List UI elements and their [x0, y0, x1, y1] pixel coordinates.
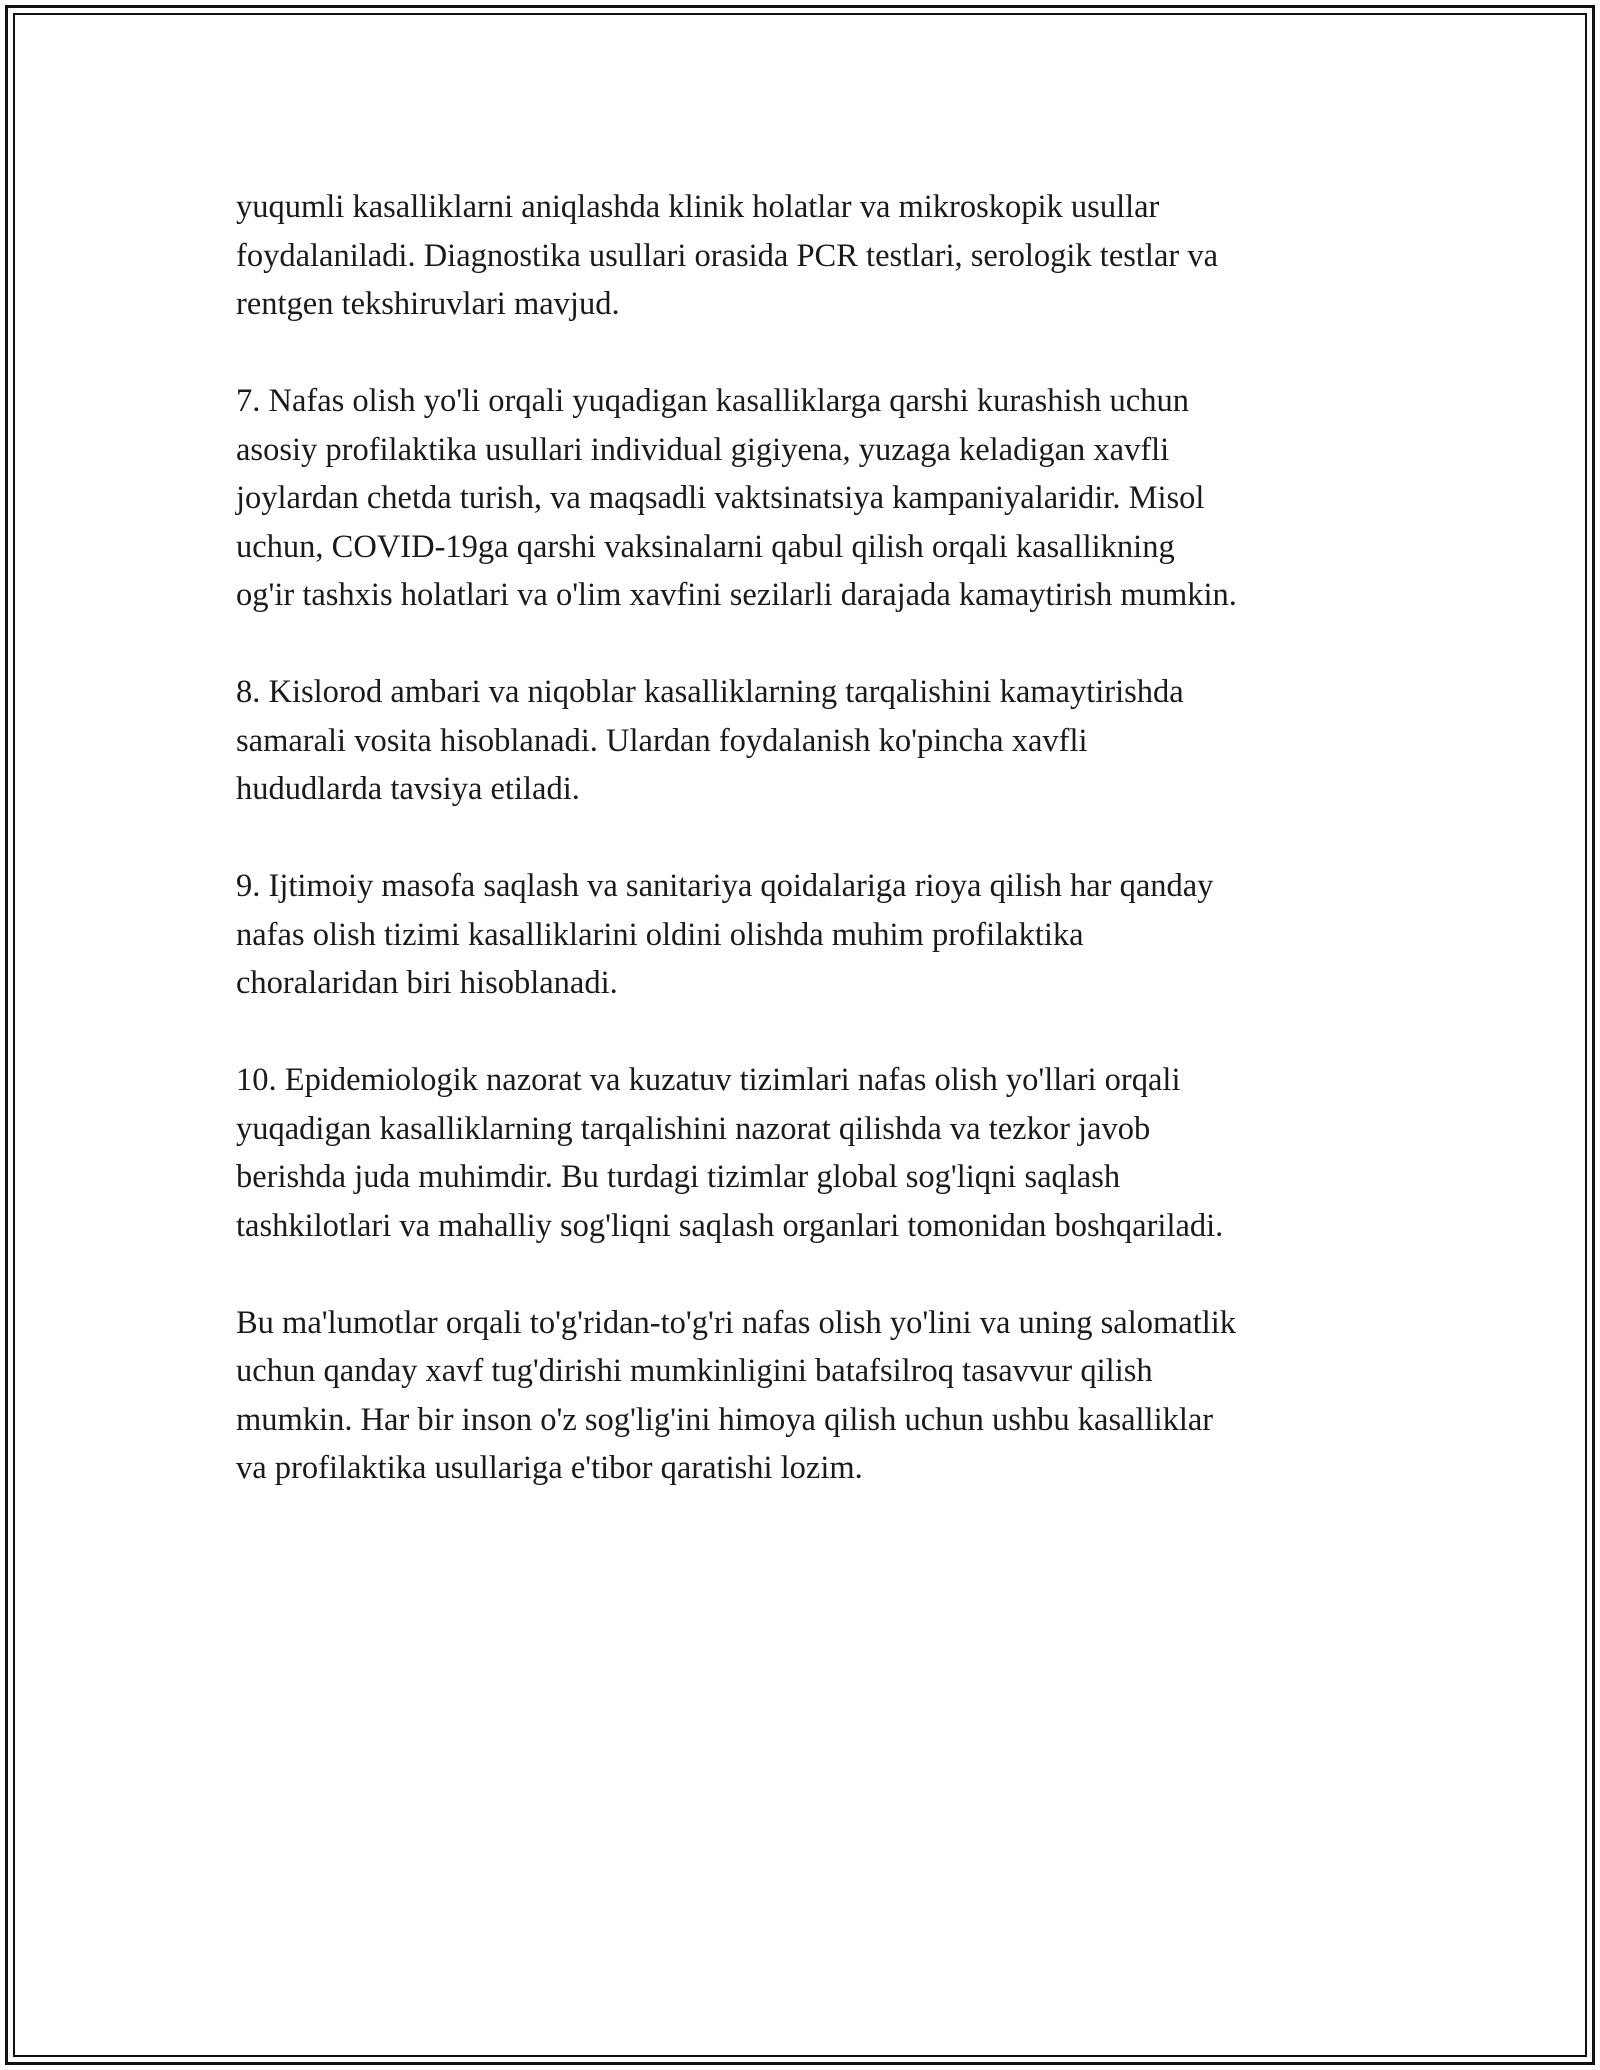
text-line: 10. Epidemiologik nazorat va kuzatuv tizimlari nafas olish yo'llari orqali [236, 1062, 1181, 1098]
text-line: uchun qanday xavf tug'dirishi mumkinligini batafsilroq tasavvur qilish [236, 1353, 1153, 1389]
text-line: tashkilotlari va mahalliy sog'liqni saqlash organlari tomonidan boshqariladi. [236, 1207, 1224, 1244]
text-line: yuqadigan kasalliklarning tarqalishini nazorat qilishda va tezkor javob [236, 1110, 1151, 1147]
paragraph-item-7 [236, 377, 1396, 620]
text-line: 8. Kislorod ambari va niqoblar kasalliklarning tarqalishini kamaytirishda [236, 674, 1184, 710]
paragraph-conclusion [236, 1299, 1396, 1493]
text-line: choralaridan biri hisoblanadi. [236, 965, 618, 1001]
text-line: samarali vosita hisoblanadi. Ulardan foydalanish ko'pincha xavfli [236, 722, 1088, 759]
text-line: mumkin. Har bir inson o'z sog'lig'ini himoya qilish uchun ushbu kasalliklar [236, 1401, 1214, 1438]
text-line: 7. Nafas olish yo'li orqali yuqadigan kasalliklarga qarshi kurashish uchun [236, 383, 1189, 419]
text-line: rentgen tekshiruvlari mavjud. [236, 286, 620, 322]
text-line: og'ir tashxis holatlari va o'lim xavfini sezilarli darajada kamaytirish mumkin. [236, 577, 1237, 613]
text-line: nafas olish tizimi kasalliklarini oldini olishda muhim profilaktika [236, 916, 1084, 953]
paragraph-item-10 [236, 1056, 1396, 1250]
text-line: hududlarda tavsiya etiladi. [236, 771, 580, 807]
text-line: yuqumli kasalliklarni aniqlashda klinik holatlar va mikroskopik usullar [236, 189, 1160, 225]
paragraph-item-8 [236, 668, 1396, 814]
text-line: uchun, COVID-19ga qarshi vaksinalarni qabul qilish orqali kasallikning [236, 528, 1175, 565]
paragraph-item-9 [236, 862, 1396, 1008]
text-line: Bu ma'lumotlar orqali to'g'ridan-to'g'ri nafas olish yo'lini va uning salomatlik [236, 1304, 1237, 1341]
text-line: 9. Ijtimoiy masofa saqlash va sanitariya qoidalariga rioya qilish har qanday [236, 868, 1214, 904]
text-line: joylardan chetda turish, va maqsadli vaktsinatsiya kampaniyalaridir. Misol [236, 480, 1205, 516]
text-line: foydalaniladi. Diagnostika usullari orasida PCR testlari, serologik testlar va [236, 237, 1219, 274]
document-body [236, 183, 1396, 1541]
text-line: berishda juda muhimdir. Bu turdagi tizimlar global sog'liqni saqlash [236, 1159, 1121, 1195]
paragraph-diagnostics [236, 183, 1396, 329]
text-line: va profilaktika usullariga e'tibor qaratishi lozim. [236, 1450, 863, 1486]
text-line: asosiy profilaktika usullari individual gigiyena, yuzaga keladigan xavfli [236, 431, 1170, 468]
